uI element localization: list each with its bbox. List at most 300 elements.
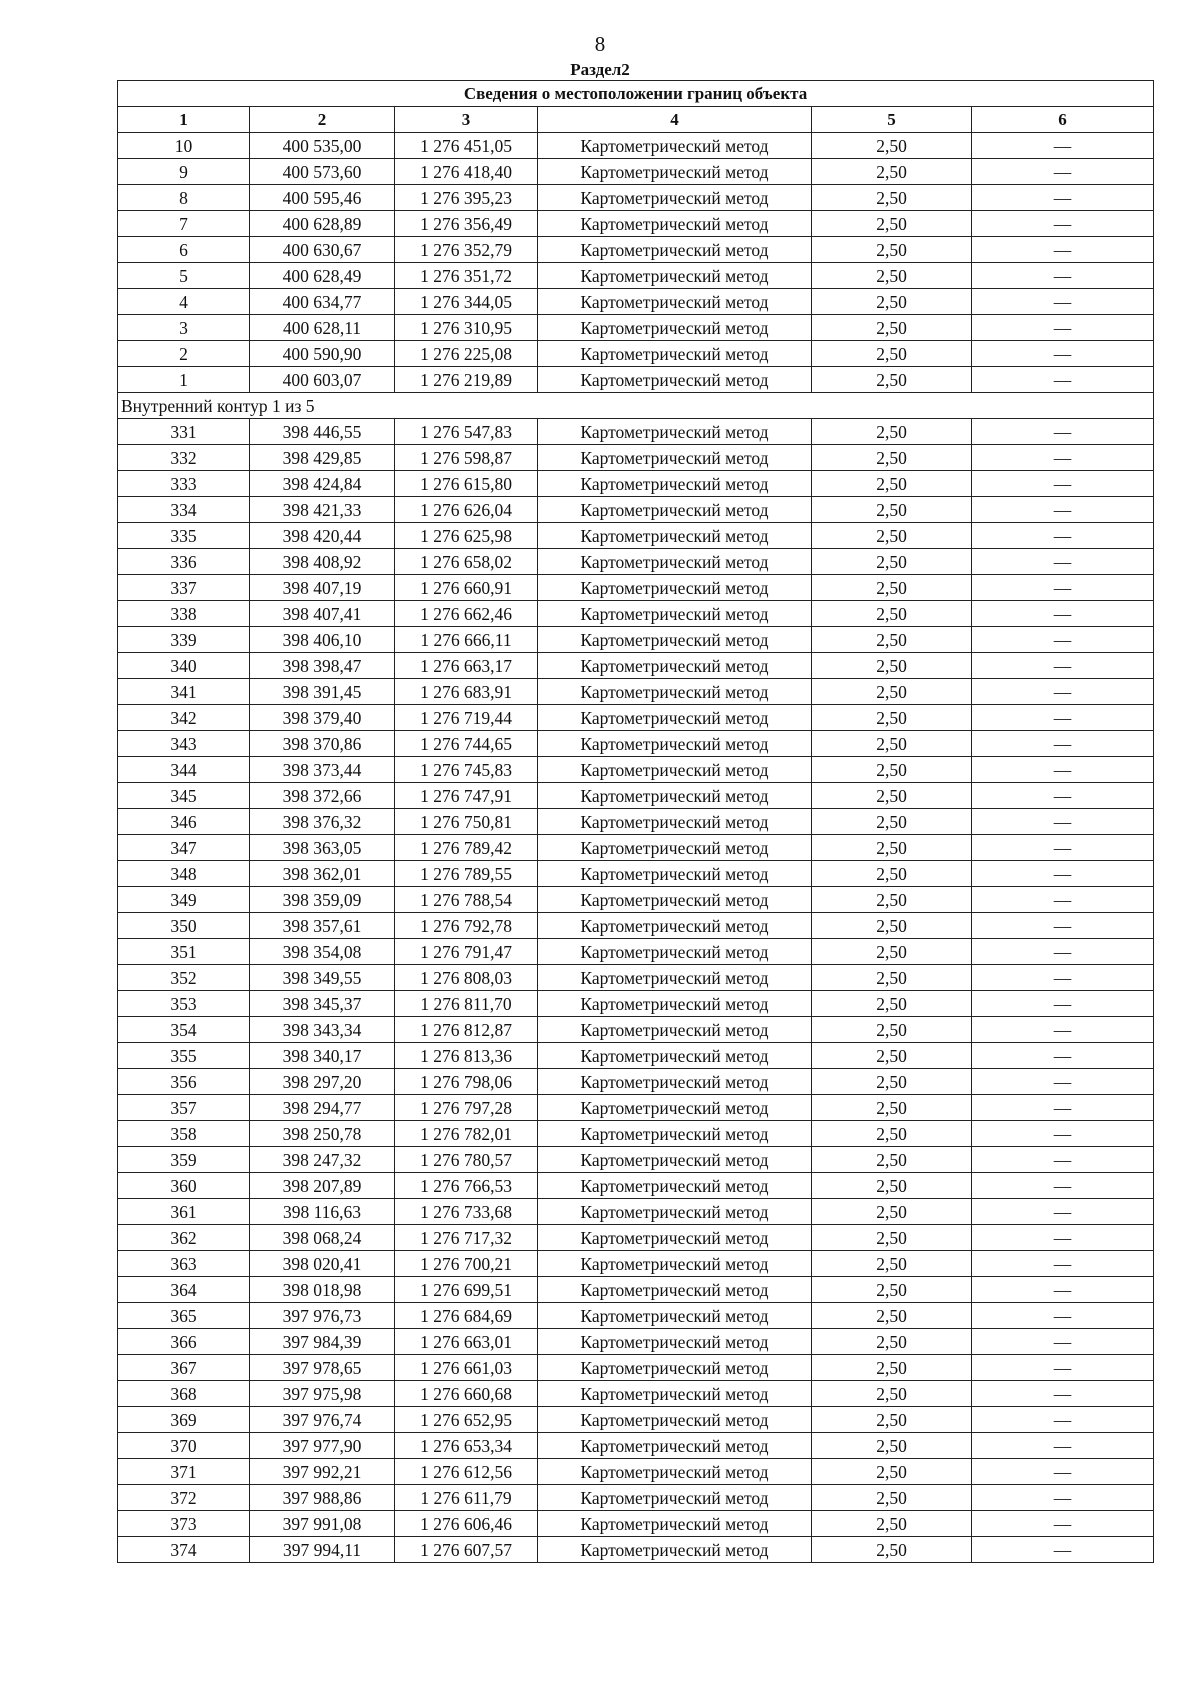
table-cell: 6: [118, 237, 250, 263]
table-cell: 334: [118, 497, 250, 523]
table-cell: —: [972, 185, 1154, 211]
table-cell: 2,50: [812, 289, 972, 315]
table-cell: 373: [118, 1511, 250, 1537]
table-cell: Картометрический метод: [538, 1095, 812, 1121]
table-cell: 398 247,32: [250, 1147, 395, 1173]
table-cell: 1 276 625,98: [395, 523, 538, 549]
table-cell: 362: [118, 1225, 250, 1251]
table-cell: 2,50: [812, 939, 972, 965]
table-cell: 2,50: [812, 1225, 972, 1251]
table-cell: 1 276 653,34: [395, 1433, 538, 1459]
table-cell: 398 446,55: [250, 419, 395, 445]
table-cell: 398 357,61: [250, 913, 395, 939]
table-cell: —: [972, 991, 1154, 1017]
table-cell: 2,50: [812, 991, 972, 1017]
table-cell: 2,50: [812, 861, 972, 887]
table-cell: —: [972, 471, 1154, 497]
table-cell: 2,50: [812, 731, 972, 757]
table-cell: 338: [118, 601, 250, 627]
table-cell: 1 276 745,83: [395, 757, 538, 783]
table-cell: 341: [118, 679, 250, 705]
table-cell: 2,50: [812, 159, 972, 185]
table-row: [118, 575, 1154, 601]
table-cell: 1 276 700,21: [395, 1251, 538, 1277]
table-cell: Картометрический метод: [538, 1225, 812, 1251]
table-cell: 398 345,37: [250, 991, 395, 1017]
table-cell: 1 276 808,03: [395, 965, 538, 991]
table-cell: —: [972, 1511, 1154, 1537]
table-cell: 2,50: [812, 1355, 972, 1381]
table-cell: 400 535,00: [250, 133, 395, 159]
table-cell: Картометрический метод: [538, 1511, 812, 1537]
table-cell: 398 294,77: [250, 1095, 395, 1121]
table-cell: 1 276 658,02: [395, 549, 538, 575]
table-cell: 398 372,66: [250, 783, 395, 809]
table-cell: 10: [118, 133, 250, 159]
table-cell: 355: [118, 1043, 250, 1069]
table-cell: Картометрический метод: [538, 1173, 812, 1199]
table-cell: Картометрический метод: [538, 237, 812, 263]
table-cell: Картометрический метод: [538, 159, 812, 185]
table-cell: 1 276 607,57: [395, 1537, 538, 1563]
table-cell: 1 276 351,72: [395, 263, 538, 289]
table-cell: 1 276 663,17: [395, 653, 538, 679]
table-cell: 2,50: [812, 887, 972, 913]
table-cell: 400 590,90: [250, 341, 395, 367]
table-cell: 2,50: [812, 783, 972, 809]
table-cell: Картометрический метод: [538, 1407, 812, 1433]
table-row: [118, 419, 1154, 445]
table-cell: 398 407,19: [250, 575, 395, 601]
table-cell: 4: [118, 289, 250, 315]
table-cell: —: [972, 1121, 1154, 1147]
table-cell: 2,50: [812, 185, 972, 211]
table-cell: 1 276 615,80: [395, 471, 538, 497]
table-cell: 354: [118, 1017, 250, 1043]
table-cell: —: [972, 1303, 1154, 1329]
table-cell: Картометрический метод: [538, 1069, 812, 1095]
table-cell: 1 276 660,68: [395, 1381, 538, 1407]
table-cell: 2,50: [812, 965, 972, 991]
table-cell: 2,50: [812, 315, 972, 341]
table-row: [118, 549, 1154, 575]
table-cell: 343: [118, 731, 250, 757]
table-cell: Картометрический метод: [538, 315, 812, 341]
table-cell: Картометрический метод: [538, 679, 812, 705]
table-cell: 2,50: [812, 913, 972, 939]
table-cell: 397 984,39: [250, 1329, 395, 1355]
page-number: 8: [594, 32, 606, 56]
table-cell: 356: [118, 1069, 250, 1095]
table-row: [118, 1225, 1154, 1251]
table-cell: —: [972, 1485, 1154, 1511]
table-cell: 347: [118, 835, 250, 861]
table-cell: Картометрический метод: [538, 1459, 812, 1485]
table-cell: 2,50: [812, 809, 972, 835]
contour-title: Внутренний контур 1 из 5: [118, 393, 1154, 419]
table-cell: 363: [118, 1251, 250, 1277]
table-cell: 350: [118, 913, 250, 939]
table-cell: —: [972, 835, 1154, 861]
table-cell: 1 276 797,28: [395, 1095, 538, 1121]
table-cell: 2,50: [812, 1459, 972, 1485]
table-cell: Картометрический метод: [538, 211, 812, 237]
table-row: [118, 1043, 1154, 1069]
table-cell: 398 424,84: [250, 471, 395, 497]
table-cell: 1 276 451,05: [395, 133, 538, 159]
table-cell: 400 628,11: [250, 315, 395, 341]
table-cell: Картометрический метод: [538, 965, 812, 991]
table-cell: 336: [118, 549, 250, 575]
table-cell: —: [972, 1355, 1154, 1381]
table-row: [118, 991, 1154, 1017]
table-cell: 1 276 663,01: [395, 1329, 538, 1355]
table-cell: Картометрический метод: [538, 1537, 812, 1563]
table-cell: Картометрический метод: [538, 133, 812, 159]
table-cell: 1 276 661,03: [395, 1355, 538, 1381]
table-cell: 1 276 813,36: [395, 1043, 538, 1069]
table-row: [118, 159, 1154, 185]
table-cell: 1 276 356,49: [395, 211, 538, 237]
table-row: [118, 341, 1154, 367]
table-row: [118, 1459, 1154, 1485]
table-cell: 361: [118, 1199, 250, 1225]
table-row: [118, 1147, 1154, 1173]
table-cell: 2,50: [812, 1017, 972, 1043]
table-cell: 5: [118, 263, 250, 289]
table-cell: 358: [118, 1121, 250, 1147]
table-cell: 346: [118, 809, 250, 835]
table-cell: —: [972, 159, 1154, 185]
table-cell: —: [972, 679, 1154, 705]
table-cell: —: [972, 1459, 1154, 1485]
table-cell: 1 276 352,79: [395, 237, 538, 263]
table-cell: 1 276 547,83: [395, 419, 538, 445]
column-number-row: [118, 107, 1154, 133]
table-cell: Картометрический метод: [538, 471, 812, 497]
table-cell: 398 406,10: [250, 627, 395, 653]
table-row: [118, 757, 1154, 783]
table-row: [118, 1251, 1154, 1277]
table-cell: —: [972, 705, 1154, 731]
table-cell: 400 634,77: [250, 289, 395, 315]
table-cell: 1 276 789,42: [395, 835, 538, 861]
table-cell: 1 276 782,01: [395, 1121, 538, 1147]
table-cell: —: [972, 1381, 1154, 1407]
table-row: [118, 783, 1154, 809]
table-cell: —: [972, 887, 1154, 913]
table-row: [118, 1485, 1154, 1511]
table-cell: Картометрический метод: [538, 263, 812, 289]
table-cell: Картометрический метод: [538, 497, 812, 523]
table-cell: Картометрический метод: [538, 1147, 812, 1173]
table-cell: 2,50: [812, 549, 972, 575]
table-row: [118, 1017, 1154, 1043]
table-row: [118, 1511, 1154, 1537]
table-cell: 1 276 717,32: [395, 1225, 538, 1251]
table-row: [118, 835, 1154, 861]
table-cell: 2,50: [812, 1173, 972, 1199]
table-cell: 370: [118, 1433, 250, 1459]
table-cell: 2,50: [812, 1069, 972, 1095]
table-cell: —: [972, 1537, 1154, 1563]
table-cell: 1 276 611,79: [395, 1485, 538, 1511]
table-row: [118, 1121, 1154, 1147]
table-cell: —: [972, 1277, 1154, 1303]
table-cell: —: [972, 367, 1154, 393]
table-cell: 2,50: [812, 419, 972, 445]
table-cell: 352: [118, 965, 250, 991]
table-cell: 1 276 626,04: [395, 497, 538, 523]
table-cell: 2,50: [812, 445, 972, 471]
table-cell: 1 276 811,70: [395, 991, 538, 1017]
table-cell: 398 018,98: [250, 1277, 395, 1303]
table-cell: Картометрический метод: [538, 367, 812, 393]
table-cell: 1 276 219,89: [395, 367, 538, 393]
column-header: 1: [118, 107, 250, 133]
table-cell: 398 116,63: [250, 1199, 395, 1225]
table-cell: —: [972, 549, 1154, 575]
table-cell: Картометрический метод: [538, 419, 812, 445]
table-cell: 342: [118, 705, 250, 731]
table-cell: 398 020,41: [250, 1251, 395, 1277]
table-row: [118, 237, 1154, 263]
table-row: [118, 263, 1154, 289]
table-cell: 1: [118, 367, 250, 393]
table-cell: Картометрический метод: [538, 1251, 812, 1277]
table-cell: 1 276 747,91: [395, 783, 538, 809]
table-cell: 371: [118, 1459, 250, 1485]
table-cell: 1 276 310,95: [395, 315, 538, 341]
table-cell: Картометрический метод: [538, 1485, 812, 1511]
table-cell: Картометрический метод: [538, 835, 812, 861]
table-cell: Картометрический метод: [538, 809, 812, 835]
table-cell: 397 994,11: [250, 1537, 395, 1563]
table-cell: 2,50: [812, 133, 972, 159]
table-cell: 1 276 612,56: [395, 1459, 538, 1485]
table-cell: 398 407,41: [250, 601, 395, 627]
table-cell: Картометрический метод: [538, 289, 812, 315]
table-cell: 1 276 788,54: [395, 887, 538, 913]
table-cell: Картометрический метод: [538, 185, 812, 211]
table-cell: —: [972, 1095, 1154, 1121]
table-cell: 2,50: [812, 1329, 972, 1355]
table-cell: —: [972, 523, 1154, 549]
column-header: 6: [972, 107, 1154, 133]
table-cell: 1 276 798,06: [395, 1069, 538, 1095]
table-cell: —: [972, 913, 1154, 939]
table-row: [118, 1173, 1154, 1199]
table-cell: Картометрический метод: [538, 1121, 812, 1147]
table-row: [118, 1303, 1154, 1329]
table-cell: 2,50: [812, 1277, 972, 1303]
table-cell: —: [972, 627, 1154, 653]
table-cell: —: [972, 1225, 1154, 1251]
table-cell: 1 276 662,46: [395, 601, 538, 627]
table-cell: 2,50: [812, 1511, 972, 1537]
table-cell: 367: [118, 1355, 250, 1381]
table-cell: 1 276 344,05: [395, 289, 538, 315]
table-cell: 368: [118, 1381, 250, 1407]
table-cell: 359: [118, 1147, 250, 1173]
table-cell: —: [972, 653, 1154, 679]
table-cell: 398 349,55: [250, 965, 395, 991]
table-cell: 398 207,89: [250, 1173, 395, 1199]
table-cell: 2,50: [812, 1199, 972, 1225]
table-cell: 1 276 395,23: [395, 185, 538, 211]
table-row: [118, 965, 1154, 991]
table-row: [118, 887, 1154, 913]
table-cell: 398 340,17: [250, 1043, 395, 1069]
table-cell: 365: [118, 1303, 250, 1329]
table-cell: —: [972, 809, 1154, 835]
table-cell: —: [972, 783, 1154, 809]
table-cell: 1 276 684,69: [395, 1303, 538, 1329]
table-cell: Картометрический метод: [538, 523, 812, 549]
table-cell: 400 630,67: [250, 237, 395, 263]
table-cell: 398 370,86: [250, 731, 395, 757]
table-cell: 397 978,65: [250, 1355, 395, 1381]
table-cell: 2,50: [812, 679, 972, 705]
table-cell: Картометрический метод: [538, 653, 812, 679]
table-row: [118, 1407, 1154, 1433]
table-cell: Картометрический метод: [538, 1303, 812, 1329]
table-row: [118, 211, 1154, 237]
table-cell: 2,50: [812, 497, 972, 523]
table-row: [118, 1537, 1154, 1563]
table-cell: 2,50: [812, 1251, 972, 1277]
table-row: [118, 445, 1154, 471]
table-row: [118, 315, 1154, 341]
table-cell: 2,50: [812, 1537, 972, 1563]
table-cell: 2,50: [812, 1433, 972, 1459]
table-cell: 3: [118, 315, 250, 341]
table-cell: 1 276 666,11: [395, 627, 538, 653]
table-cell: 374: [118, 1537, 250, 1563]
table-cell: 1 276 812,87: [395, 1017, 538, 1043]
table-cell: —: [972, 861, 1154, 887]
table-cell: 2,50: [812, 1485, 972, 1511]
column-header: 4: [538, 107, 812, 133]
table-cell: —: [972, 497, 1154, 523]
table-cell: Картометрический метод: [538, 1199, 812, 1225]
table-row: [118, 653, 1154, 679]
table-cell: 2,50: [812, 211, 972, 237]
table-cell: 1 276 733,68: [395, 1199, 538, 1225]
table-cell: Картометрический метод: [538, 575, 812, 601]
table-cell: Картометрический метод: [538, 783, 812, 809]
table-cell: 397 992,21: [250, 1459, 395, 1485]
table-cell: —: [972, 445, 1154, 471]
table-cell: 2,50: [812, 523, 972, 549]
table-cell: 398 363,05: [250, 835, 395, 861]
table-cell: 2,50: [812, 367, 972, 393]
table-cell: 398 379,40: [250, 705, 395, 731]
table-cell: 344: [118, 757, 250, 783]
table-row: [118, 471, 1154, 497]
table-cell: 1 276 719,44: [395, 705, 538, 731]
table-cell: 1 276 598,87: [395, 445, 538, 471]
table-cell: —: [972, 1199, 1154, 1225]
table-cell: 7: [118, 211, 250, 237]
table-cell: Картометрический метод: [538, 549, 812, 575]
column-header: 3: [395, 107, 538, 133]
table-cell: 397 988,86: [250, 1485, 395, 1511]
table-cell: —: [972, 211, 1154, 237]
table-cell: 398 391,45: [250, 679, 395, 705]
table-row: [118, 939, 1154, 965]
table-row: [118, 133, 1154, 159]
table-row: [118, 861, 1154, 887]
section-title: Раздел2: [570, 60, 630, 79]
table-row: [118, 1355, 1154, 1381]
table-cell: 397 975,98: [250, 1381, 395, 1407]
table-caption: Сведения о местоположении границ объекта: [118, 81, 1154, 107]
table-cell: —: [972, 237, 1154, 263]
table-cell: 357: [118, 1095, 250, 1121]
table-cell: 400 628,49: [250, 263, 395, 289]
table-cell: 398 250,78: [250, 1121, 395, 1147]
table-cell: 1 276 418,40: [395, 159, 538, 185]
table-cell: 348: [118, 861, 250, 887]
table-cell: Картометрический метод: [538, 445, 812, 471]
table-row: [118, 1069, 1154, 1095]
table-cell: Картометрический метод: [538, 1355, 812, 1381]
boundary-coordinates-table: [117, 80, 1154, 1563]
table-row: [118, 497, 1154, 523]
table-cell: —: [972, 731, 1154, 757]
table-cell: 345: [118, 783, 250, 809]
table-cell: Картометрический метод: [538, 939, 812, 965]
table-cell: 398 359,09: [250, 887, 395, 913]
table-row: [118, 1381, 1154, 1407]
column-header: 2: [250, 107, 395, 133]
table-cell: 1 276 660,91: [395, 575, 538, 601]
table-cell: 2,50: [812, 471, 972, 497]
table-cell: 372: [118, 1485, 250, 1511]
table-cell: Картометрический метод: [538, 913, 812, 939]
table-cell: 398 354,08: [250, 939, 395, 965]
table-cell: 1 276 780,57: [395, 1147, 538, 1173]
table-cell: Картометрический метод: [538, 757, 812, 783]
table-row: [118, 1329, 1154, 1355]
table-cell: 398 420,44: [250, 523, 395, 549]
table-cell: 397 976,73: [250, 1303, 395, 1329]
table-cell: —: [972, 263, 1154, 289]
table-cell: Картометрический метод: [538, 627, 812, 653]
table-cell: —: [972, 1147, 1154, 1173]
table-cell: —: [972, 1069, 1154, 1095]
table-cell: 2: [118, 341, 250, 367]
table-cell: —: [972, 1251, 1154, 1277]
table-body: [118, 133, 1154, 1563]
table-cell: 331: [118, 419, 250, 445]
table-cell: Картометрический метод: [538, 991, 812, 1017]
table-cell: 2,50: [812, 705, 972, 731]
table-cell: Картометрический метод: [538, 341, 812, 367]
table-cell: 369: [118, 1407, 250, 1433]
table-cell: 2,50: [812, 341, 972, 367]
table-cell: 398 343,34: [250, 1017, 395, 1043]
table-caption-row: [118, 81, 1154, 107]
table-cell: 337: [118, 575, 250, 601]
table-row: [118, 185, 1154, 211]
table-cell: 1 276 750,81: [395, 809, 538, 835]
table-cell: 364: [118, 1277, 250, 1303]
table-cell: 2,50: [812, 757, 972, 783]
table-row: [118, 523, 1154, 549]
column-header: 5: [812, 107, 972, 133]
